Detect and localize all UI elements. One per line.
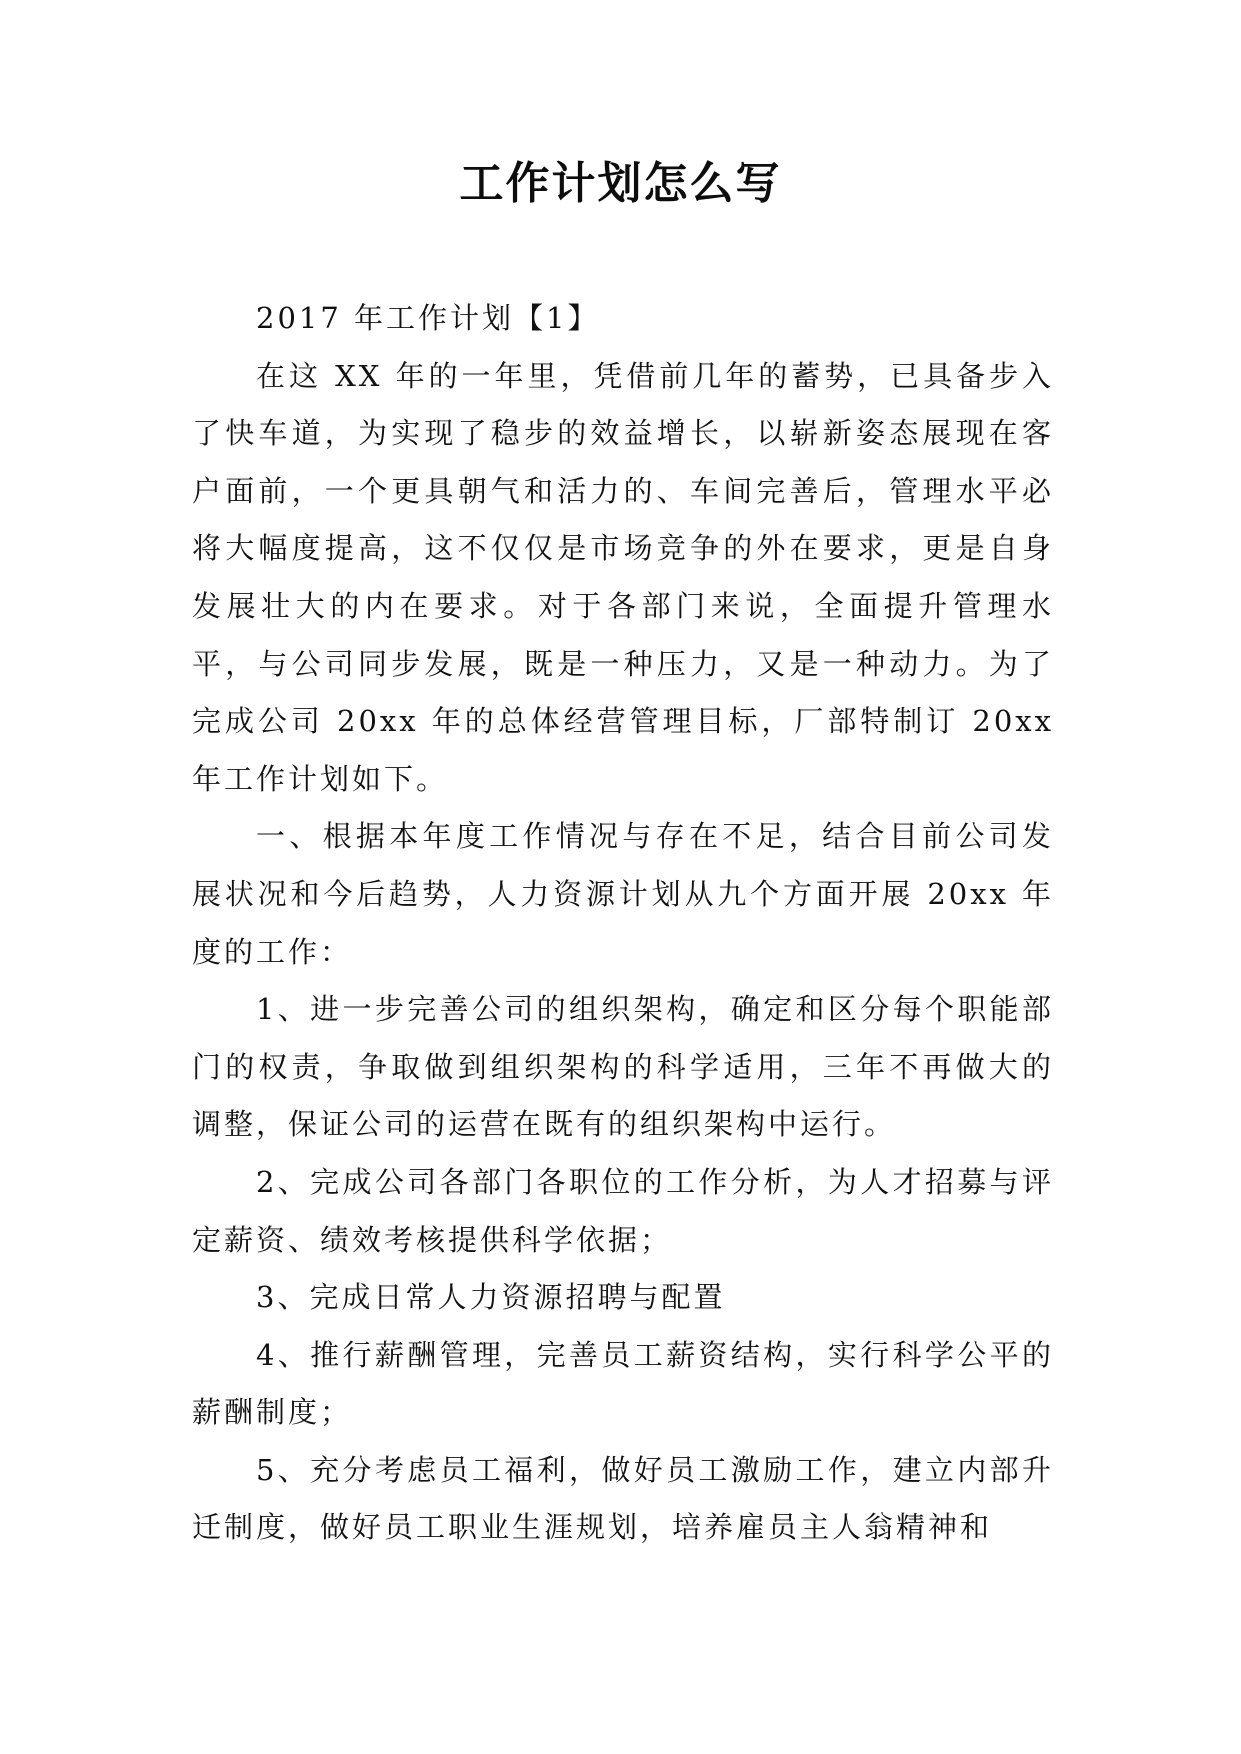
list-item-1: 1、进一步完善公司的组织架构，确定和区分每个职能部门的权责，争取做到组织架构的科学适用，三年不再做大的调整，保证公司的运营在既有的组织架构中运行。 [192, 992, 1054, 1142]
list-item-5: 5、充分考虑员工福利，做好员工激励工作，建立内部升迁制度，做好员工职业生涯规划，培养雇员主人翁精神和 [192, 1452, 1054, 1545]
list-item-3: 3、完成日常人力资源招聘与配置 [256, 1280, 726, 1315]
list-item-4: 4、推行薪酬管理，完善员工薪资结构，实行科学公平的薪酬制度； [192, 1337, 1054, 1430]
document-body [192, 290, 1054, 1557]
document-title: 工作计划怎么写 [459, 158, 782, 209]
section-heading: 2017 年工作计划【1】 [256, 301, 600, 335]
intro-paragraph: 在这 XX 年的一年里，凭借前几年的蓄势，已具备步入了快车道，为实现了稳步的效益增长，以崭新姿态展现在客户面前，一个更具朝气和活力的、车间完善后，管理水平必将大幅度提高，这不仅仅是市场竞争的外在要求，更是自身发展壮大的内在要求。对于各部门来说，全面提升管理水平，与公司同步发展，既是一种压力，又是一种动力。为了完成公司 20xx 年的总体经营管理目标，厂部特制订 20xx 年工作计划如下。 [192, 358, 1054, 796]
part-one-paragraph: 一、根据本年度工作情况与存在不足，结合目前公司发展状况和今后趋势，人力资源计划从九个方面开展 20xx 年度的工作： [192, 819, 1054, 969]
list-item-2: 2、完成公司各部门各职位的工作分析，为人才招募与评定薪资、绩效考核提供科学依据； [192, 1164, 1054, 1257]
